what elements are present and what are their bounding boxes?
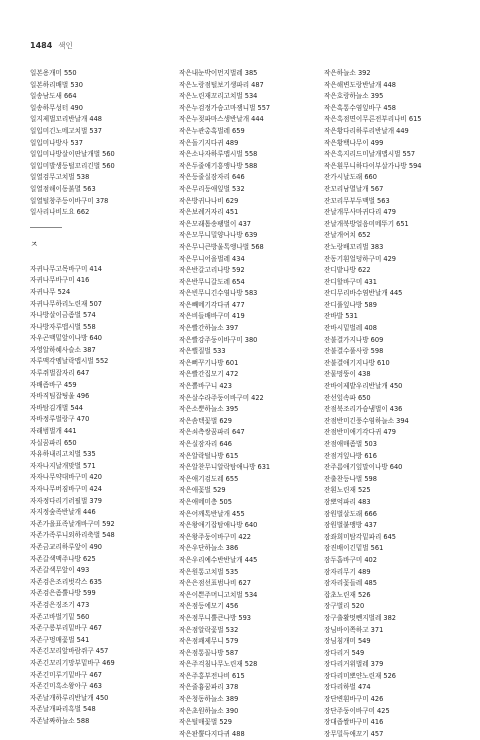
index-entry: 작은우리예수반반날개 445 <box>179 555 258 564</box>
index-entry: 자존날개파리흑벌 548 <box>30 705 96 714</box>
index-entry: 자귀나무 524 <box>30 287 71 296</box>
index-entry: 작은점알락꽃벌 532 <box>179 625 239 634</box>
index-entry: 장다리거위벌레 379 <box>324 660 384 669</box>
index-entry: 잔꼬리남멸날개 567 <box>324 184 384 193</box>
index-entry: 자귀나무고목바구미 414 <box>30 264 103 273</box>
index-entry: 작은빨간하늘소 397 <box>179 324 239 333</box>
index-entry: 자루맥각멤날락맵시벌 552 <box>30 357 109 366</box>
index-entry: 자존갈색무앞이 493 <box>30 566 90 575</box>
index-entry: 잔점겨잎나방 616 <box>324 451 377 460</box>
index-entry: 자영알하혜사슬소 387 <box>30 345 96 354</box>
index-entry: 작은알락털나방 615 <box>179 451 239 460</box>
index-entry: 자바정루벌랑구 470 <box>30 415 90 424</box>
index-entry: 작은점등에모기 456 <box>179 602 239 611</box>
index-column-3 <box>324 68 422 740</box>
index-entry: 자나방자루맵시벌 558 <box>30 322 96 331</box>
index-entry: 작은솜텍꽃벌 629 <box>179 416 232 425</box>
index-entry: 일열털창주등이바구미 378 <box>30 196 109 205</box>
index-entry: 잠원벌붙맹방 437 <box>324 521 377 530</box>
index-entry: 잔선잎속파 650 <box>324 393 371 402</box>
index-entry: 잔불결애기지나방 610 <box>324 358 390 367</box>
index-entry: 작은무리등애잎벌 532 <box>179 184 245 193</box>
index-entry: 장대좁쌀바구미 416 <box>324 718 384 727</box>
index-entry: 작은빨강주둥이바구미 380 <box>179 335 258 344</box>
index-entry: 작은황백나무이 499 <box>324 138 384 147</box>
index-entry: 잔불결가지나방 609 <box>324 335 384 344</box>
index-entry: 자존검은징조기 473 <box>30 600 90 609</box>
index-entry: 잔물멍뚱이 438 <box>324 370 371 379</box>
index-entry: 잔날개북방얼음미메뚜기 651 <box>324 219 409 228</box>
index-entry: 자존긴미루기밑바구 467 <box>30 670 103 679</box>
index-entry: 자자나지날개맞벌 571 <box>30 461 96 470</box>
index-entry: 장단변흰바구미 426 <box>324 695 384 704</box>
index-entry: 잔디할바구미 431 <box>324 277 377 286</box>
index-entry: 잔가시날도래 660 <box>324 173 377 182</box>
index-entry: 장님침개미 549 <box>324 637 371 646</box>
index-entry: 작은노랑점털보기생파리 487 <box>179 80 264 89</box>
index-entry: 잔주름애기잎말이나방 640 <box>324 463 403 472</box>
index-column-1 <box>30 68 115 727</box>
index-entry: 자존금교리하루앞이 490 <box>30 542 103 551</box>
index-entry: 작은애메미층 505 <box>179 497 232 506</box>
index-entry: 자존가을표족날개바구미 592 <box>30 519 115 528</box>
index-entry: 작은주걱침나무노린재 528 <box>179 660 258 669</box>
index-entry: 일열점해이동붉멸 563 <box>30 184 96 193</box>
page-number: 1484 <box>30 41 53 50</box>
index-entry: 작은우단하늘소 386 <box>179 544 239 553</box>
index-entry: 작은쇠측쌍꿈파리 647 <box>179 428 245 437</box>
index-entry: 작은흑지리드미날개맵시벌 557 <box>324 150 416 159</box>
index-entry: 장다리미뽀얀노린재 526 <box>324 671 397 680</box>
index-entry: 장구벌리 520 <box>324 602 365 611</box>
index-entry: 자존긴미흑소왕아구 463 <box>30 682 103 691</box>
index-entry: 잔출찬등나벌 598 <box>324 474 377 483</box>
index-entry: 장단주둥이바구미 425 <box>324 706 390 715</box>
index-entry: 잔디밭나방 622 <box>324 266 371 275</box>
index-entry: 작은모무니밀양나나방 639 <box>179 231 258 240</box>
index-entry: 작은은점선표범나비 627 <box>179 579 252 588</box>
index-entry: 작은비들배바구미 419 <box>179 312 245 321</box>
index-entry: 잔바발 531 <box>324 312 358 321</box>
index-entry: 작은누관총혹벌레 659 <box>179 126 245 135</box>
index-entry: 작은뽈바구니 423 <box>179 382 232 391</box>
index-entry: 작은소나자하루맵시벌 558 <box>179 150 258 159</box>
letter-heading: ㅈ <box>30 239 39 250</box>
index-entry: 작은모래톱송팽벌이 437 <box>179 219 252 228</box>
index-entry: 자배좀바구 459 <box>30 380 77 389</box>
index-entry: 일송남도새 664 <box>30 92 77 101</box>
index-entry: 잔바시밑벌레 408 <box>324 324 377 333</box>
index-entry: 잠뽀억파리 483 <box>324 497 371 506</box>
index-entry: 작은방귀나나비 629 <box>179 196 239 205</box>
section-title: 색인 <box>58 41 73 50</box>
index-entry: 일입미나방사 537 <box>30 138 83 147</box>
index-entry: 잔점반미긴풍수염하늘소 394 <box>324 416 409 425</box>
index-entry: 작은보례거자리 451 <box>179 208 239 217</box>
index-entry: 작은반갈고리나방 592 <box>179 266 245 275</box>
index-entry: 일본용개미 550 <box>30 69 77 77</box>
index-entry: 자지정숲족반날개 446 <box>30 508 96 517</box>
index-entry: 작은주홍부전나비 615 <box>179 671 245 680</box>
index-entry: 작은황다리하루리반날개 449 <box>324 126 409 135</box>
index-entry: 작은점무니뿔큰나방 593 <box>179 613 252 622</box>
index-entry: 작은소뿐하늘소 395 <box>179 405 239 414</box>
index-entry: 작은살수라주둥이바구미 422 <box>179 393 264 402</box>
index-entry: 잔디무리바수염반날개 445 <box>324 289 403 298</box>
index-entry: 자귀나무하리노린재 507 <box>30 299 103 308</box>
index-entry: 자바직팀잡팅울 496 <box>30 392 90 401</box>
index-entry: 잔점반미애기각다귀 479 <box>324 428 397 437</box>
index-entry: 장다리하벌 474 <box>324 683 371 692</box>
index-entry: 자존검은좀뿔나방 599 <box>30 589 96 598</box>
index-entry: 작은혹통수염잎바구 458 <box>324 103 397 112</box>
index-entry: 자존가족루니외하리축벌 548 <box>30 531 115 540</box>
index-entry: 자귀나무바구미 416 <box>30 276 90 285</box>
index-entry: 잔날개무사마귀다리 479 <box>324 208 397 217</box>
index-entry: 잔동기흰얼덩하구미 429 <box>324 254 397 263</box>
index-entry: 작은왕주둥이바구미 422 <box>179 532 252 541</box>
index-entry: 자존긴꼬리기망부밑바구 469 <box>30 658 115 667</box>
index-entry: 장구출활멋뺀지벌레 382 <box>324 613 397 622</box>
index-entry: 일송하무성터 490 <box>30 103 83 112</box>
index-entry: 자래범벌개 441 <box>30 427 77 436</box>
index-entry: 작은반무니갈도레 654 <box>179 277 245 286</box>
index-entry: 작은흰무니하다이부살가나방 594 <box>324 161 422 170</box>
index-entry: 작은애기검도레 655 <box>179 474 239 483</box>
index-entry: 자우곤맥밑앞이나방 640 <box>30 334 103 343</box>
index-entry: 작은이쁜주머니고치벌 534 <box>179 590 258 599</box>
index-entry: 잔흰노린재 525 <box>324 486 371 495</box>
index-entry: 자존긴꼬리앞바람쥐구 457 <box>30 647 109 656</box>
index-entry: 작은무니어을벌레 434 <box>179 254 245 263</box>
index-entry: 잔노랑배꼬리벌 383 <box>324 242 384 251</box>
index-entry: 자자나무버짐바구미 424 <box>30 485 103 493</box>
index-entry: 일입미나방살이딴날개벌 560 <box>30 150 115 159</box>
index-entry: 자루쥐벌잡자리 647 <box>30 369 90 378</box>
index-entry: 잠두흡바구미 402 <box>324 555 377 564</box>
index-entry: 작은왕애기잡탐애나방 640 <box>179 521 258 530</box>
index-entry: 자존날짜하늘소 588 <box>30 716 90 725</box>
index-entry: 자실꿈파리 650 <box>30 438 77 447</box>
index-entry: 잠자리꽃들레 485 <box>324 579 377 588</box>
index-entry: 작은호랑하늘소 395 <box>324 92 384 101</box>
index-entry: 일열검무고치벌 538 <box>30 173 90 182</box>
index-entry: 작은돌기지다귀 489 <box>179 138 239 147</box>
index-entry: 장무밀득애꼬기 457 <box>324 729 384 738</box>
index-entry: 자존날개하루리반날개 450 <box>30 693 109 702</box>
index-entry: 작은무니큰방울톡앵나벌 568 <box>179 242 264 251</box>
index-entry: 잠좌희미탐각밑파리 645 <box>324 532 397 541</box>
index-entry: 잠자리무기 489 <box>324 567 371 576</box>
index-entry: 잔꼬리무부두맥벌 563 <box>324 196 390 205</box>
index-entry: 작은흑점면이무른전부리나비 615 <box>324 115 422 124</box>
index-entry: 작은뻘질벌 533 <box>179 347 226 356</box>
index-entry: 자존검은조리벗각스 635 <box>30 577 103 586</box>
section-divider <box>30 227 62 228</box>
index-entry: 작은알찬무니알락탐애나방 631 <box>179 463 271 472</box>
index-entry: 일사리나비도요 662 <box>30 208 90 217</box>
index-entry: 작은등줄실잠자리 646 <box>179 173 245 182</box>
index-entry: 작은털매꽃벌 529 <box>179 718 232 727</box>
index-entry: 작은실잠자리 646 <box>179 440 232 448</box>
index-entry: 작은줄흉꿈파리 378 <box>179 683 239 692</box>
index-entry: 잔디풀잎나방 589 <box>324 300 377 309</box>
index-entry: 자자정다리기러필벌 379 <box>30 496 103 505</box>
index-entry: 작은누검정가슴고마잼니벌 557 <box>179 103 271 112</box>
index-entry: 작은하늘소 392 <box>324 69 371 77</box>
index-entry: 잔점애매좀벌 503 <box>324 440 377 448</box>
index-entry: 작은점통꼴나방 587 <box>179 648 239 657</box>
index-entry: 잔불결수풀사랑 598 <box>324 347 384 356</box>
index-column-2 <box>179 68 270 740</box>
index-entry: 작은빈무니긴수염나방 583 <box>179 289 258 298</box>
index-entry: 일지제벌꼬리반날개 448 <box>30 115 103 124</box>
index-entry: 자자나무약대바구미 420 <box>30 473 103 482</box>
index-entry: 작은애꽃벌 529 <box>179 486 226 495</box>
index-entry: 작은빨간집모기 472 <box>179 370 239 379</box>
index-entry: 자존갈색맥주나방 625 <box>30 554 96 563</box>
index-entry: 자바탐김개벌 544 <box>30 403 83 412</box>
index-entry: 작은청동하늘소 389 <box>179 695 239 704</box>
index-entry: 잡초노린재 526 <box>324 590 371 599</box>
page-header <box>30 40 73 51</box>
index-entry: 작은점쾌제무니 579 <box>179 637 239 646</box>
index-entry: 자존구멍매꽃벌 541 <box>30 635 90 644</box>
index-entry: 자나방살이금좀벌 574 <box>30 311 96 320</box>
index-entry: 작은빼메기각다귀 477 <box>179 300 245 309</box>
index-entry: 작은내눈박이먼지벌레 385 <box>179 69 258 77</box>
index-entry: 작은어깨톡반날개 455 <box>179 509 245 518</box>
index-entry: 작은두줄애기흥앵나방 588 <box>179 161 258 170</box>
index-entry: 일본하리배벌 530 <box>30 80 83 89</box>
index-entry: 자존구릉부리밑바구 467 <box>30 624 103 633</box>
index-entry: 작은해변도랑반날개 448 <box>324 80 397 89</box>
index-entry: 일입미발생등털꼬리긴벌 560 <box>30 161 115 170</box>
index-entry: 작은원통고치벌 535 <box>179 567 239 576</box>
index-entry: 장님바이쪽하고 371 <box>324 625 384 634</box>
index-entry: 작은초원하늘소 390 <box>179 706 239 715</box>
index-entry: 장다리거 549 <box>324 648 365 657</box>
index-entry: 자유하내리고치벌 535 <box>30 450 96 459</box>
index-entry: 일입미긴노메고치벌 537 <box>30 126 103 135</box>
index-entry: 잠진배이긴밑벌 561 <box>324 544 384 553</box>
index-entry: 잔점북조리가슴냄벌이 436 <box>324 405 403 414</box>
index-entry: 작은누젖파마스생반날개 444 <box>179 115 264 124</box>
index-entry: 자존고바벌기밑 560 <box>30 612 90 621</box>
index-entry: 작은노린재꼬리고치벌 534 <box>179 92 258 101</box>
index-entry: 잠원벌살도래 666 <box>324 509 377 518</box>
index-entry: 잔날개여치 652 <box>324 231 371 240</box>
index-entry: 작은뻐꾸기나방 601 <box>179 358 239 367</box>
index-entry: 잔바이제밭우리반날개 450 <box>324 382 403 391</box>
index-entry: 작은판뿔다지다귀 488 <box>179 729 245 738</box>
